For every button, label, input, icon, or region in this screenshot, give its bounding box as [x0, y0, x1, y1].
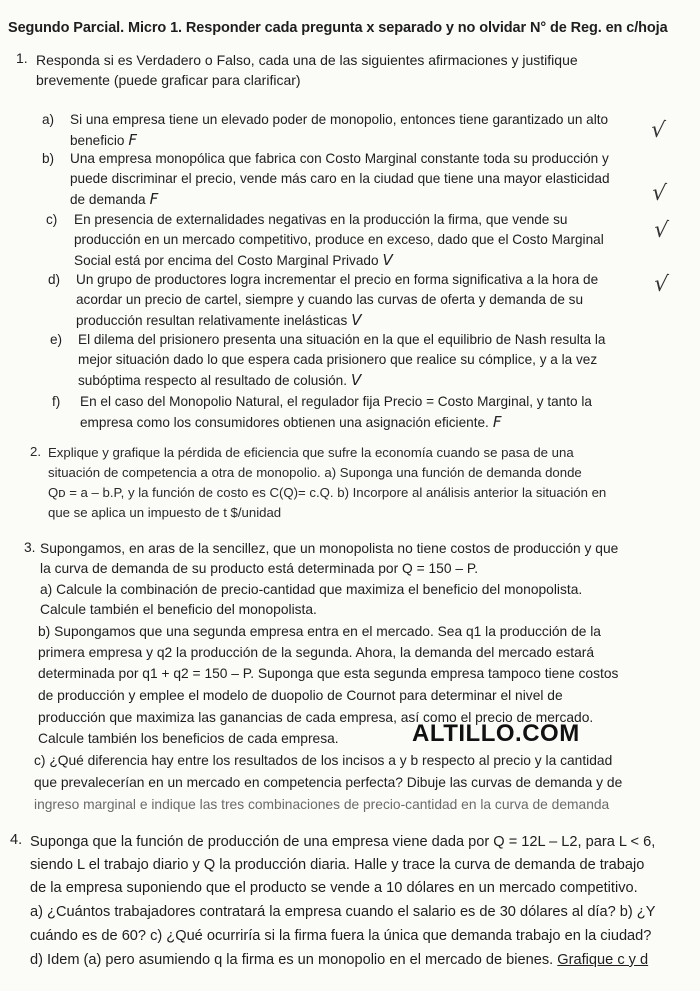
q3-line: Calcule también los beneficios de cada empresa. — [38, 731, 339, 746]
q3-line: primera empresa y q2 la producción de la segunda. Ahora, la demanda del mercado estará — [38, 645, 595, 660]
q4-last-line — [30, 950, 648, 970]
q2-number: 2. — [30, 444, 41, 459]
q4-line: de la empresa suponiendo que el producto se vende a 10 dólares en un mercado competitivo. — [30, 880, 638, 896]
item-line: mejor situación dado lo que espera cada prisionero que realice su cómplice, y a la vez — [78, 352, 598, 367]
q3-line: ingreso marginal e indique las tres combinaciones de precio-cantidad en la curva de demanda — [34, 797, 610, 812]
check-mark-icon: √ — [649, 117, 667, 144]
item-letter: f) — [52, 394, 61, 409]
item-line: producción en un mercado competitivo, produce en exceso, dado que el Costo Marginal — [74, 232, 604, 247]
item-letter: a) — [42, 112, 55, 127]
q3-line: determinada por q1 + q2 = 150 – P. Suponga que esta segunda empresa tampoco tiene costos — [38, 666, 619, 681]
handwritten-answer: V — [382, 251, 393, 269]
item-line: Una empresa monopólica que fabrica con Costo Marginal constante toda su producción y — [70, 151, 609, 166]
q2-line: que se aplica un impuesto de t $/unidad — [48, 505, 282, 520]
q3-line: b) Supongamos que una segunda empresa entra en el mercado. Sea q1 la producción de la — [38, 624, 601, 639]
q3-line: de producción y emplee el modelo de duopolio de Cournot para determinar el nivel de — [38, 688, 563, 703]
item-letter: b) — [42, 151, 55, 166]
item-line: acordar un precio de cartel, siempre y cuando las curvas de oferta y demanda de su — [76, 292, 584, 307]
exam-header: Segundo Parcial. Micro 1. Responder cada pregunta x separado y no olvidar N° de Reg. en c/hoja — [8, 20, 668, 36]
handwritten-answer: V — [351, 371, 362, 389]
q2-line: Qᴅ = a – b.P, y la función de costo es C(Q)= c.Q. b) Incorpore al análisis anterior la situación en — [48, 485, 607, 500]
item-line: Si una empresa tiene un elevado poder de monopolio, entonces tiene garantizado un alto — [70, 112, 609, 127]
q4-line: cuándo es de 60? c) ¿Qué ocurriría si la firma fuera la única que demanda trabajo en la ciudad? — [30, 928, 652, 944]
item-line: Social está por encima del Costo Marginal Privado — [74, 253, 379, 268]
item-line: de demanda — [70, 192, 146, 207]
item-line: Un grupo de productores logra incrementar el precio en forma significativa a la hora de — [76, 272, 599, 287]
handwritten-answer: F — [149, 190, 159, 208]
q3-line: a) Calcule la combinación de precio-cantidad que maximiza el beneficio del monopolista. — [40, 582, 583, 597]
q4-number: 4. — [10, 832, 23, 848]
item-letter: c) — [46, 212, 58, 227]
q1-line: brevemente (puede graficar para clarificar) — [36, 72, 301, 88]
item-line: En presencia de externalidades negativas en la producción la firma, que vende su — [74, 212, 568, 227]
q4-line: siendo L el trabajo diario y Q la producción diaria. Halle y trace la curva de demanda de trabajo — [30, 857, 645, 873]
handwritten-answer: F — [492, 413, 502, 431]
q3-line: la curva de demanda de su producto está determinada por Q = 150 – P. — [40, 561, 479, 576]
q3-line: Calcule también el beneficio del monopolista. — [40, 602, 317, 617]
item-line: puede discriminar el precio, vende más caro en la ciudad que tiene una mayor elasticidad — [70, 171, 610, 186]
check-mark-icon: √ — [652, 271, 670, 298]
q3-line: que prevalecerían en un mercado en competencia perfecta? Dibuje las curvas de demanda y de — [34, 775, 623, 790]
handwritten-answer: V — [351, 311, 362, 329]
item-line: empresa como los consumidores obtienen una asignación eficiente. — [80, 415, 489, 430]
q1-number: 1. — [16, 50, 28, 66]
q1-line: Responda si es Verdadero o Falso, cada una de las siguientes afirmaciones y justifique — [36, 52, 578, 68]
q3-line: producción que maximiza las ganancias de cada empresa, así como el precio de mercado. — [38, 710, 594, 725]
q4-line: Suponga que la función de producción de una empresa viene dada por Q = 12L – L2, para L < 6, — [30, 834, 656, 850]
q2-line: situación de competencia a otra de monopolio. a) Suponga una función de demanda donde — [48, 465, 582, 480]
item-letter: d) — [48, 272, 61, 287]
q2-line: Explique y grafique la pérdida de eficiencia que sufre la economía cuando se pasa de una — [48, 445, 574, 460]
q4-underlined-instruction: Grafique c y d — [557, 952, 649, 968]
check-mark-icon: √ — [650, 180, 668, 207]
item-line: producción resultan relativamente inelásticas — [76, 313, 348, 328]
check-mark-icon: √ — [652, 217, 670, 244]
q3-number: 3. — [24, 540, 36, 555]
item-line: beneficio — [70, 133, 125, 148]
item-line: El dilema del prisionero presenta una situación en la que el equilibrio de Nash resulta la — [78, 332, 606, 347]
item-line: subóptima respecto al resultado de colusión. — [78, 373, 348, 388]
watermark-logo: ALTILLO.COM — [412, 720, 580, 747]
item-line: En el caso del Monopolio Natural, el regulador fija Precio = Costo Marginal, y tanto la — [80, 394, 592, 409]
q4-line: a) ¿Cuántos trabajadores contratará la empresa cuando el salario es de 30 dólares al día? b) ¿Y — [30, 904, 656, 920]
q3-line: c) ¿Qué diferencia hay entre los resultados de los incisos a y b respecto al precio y la cantidad — [34, 753, 613, 768]
handwritten-answer: F — [128, 131, 138, 149]
q4-line: d) Idem (a) pero asumiendo q la firma es un monopolio en el mercado de bienes. — [30, 952, 554, 968]
item-letter: e) — [50, 332, 63, 347]
q3-line: Supongamos, en aras de la sencillez, que un monopolista no tiene costos de producción y que — [40, 541, 619, 556]
